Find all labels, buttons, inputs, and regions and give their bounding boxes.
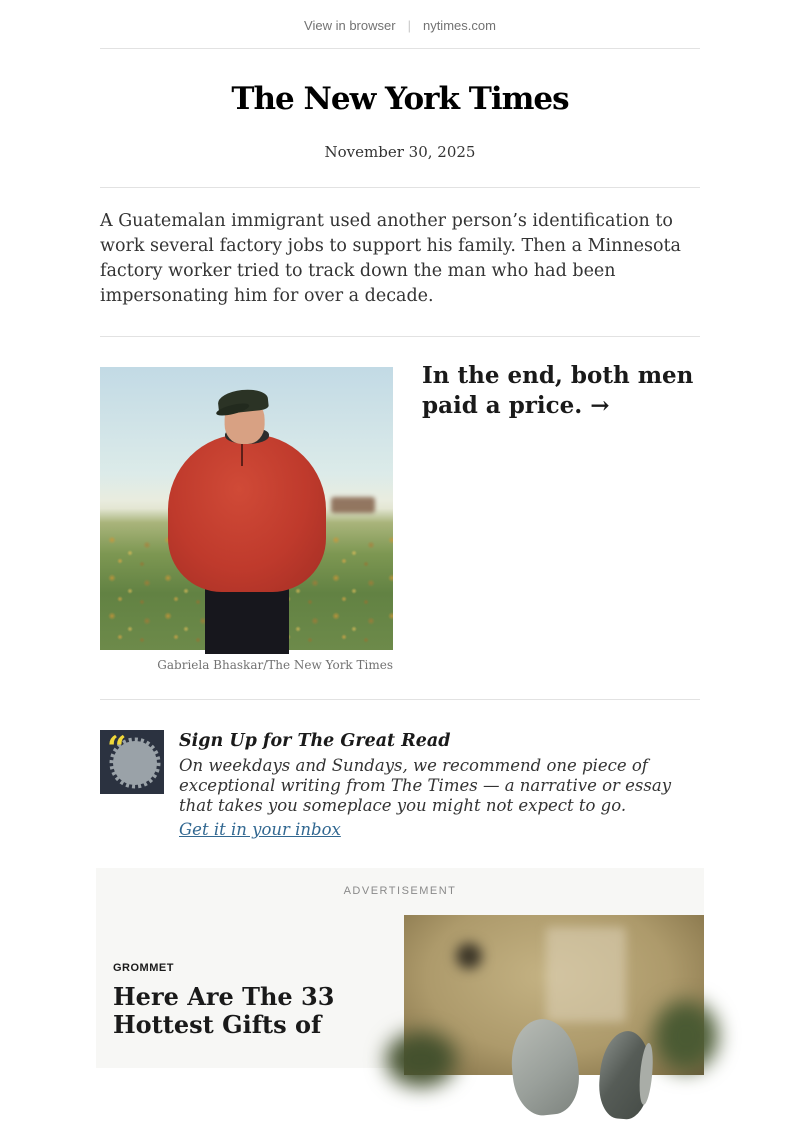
story-headline-link[interactable]: In the end, both men paid a price. →	[422, 362, 694, 419]
issue-date: November 30, 2025	[324, 143, 476, 161]
nyt-logo[interactable]: The New York Times	[231, 81, 569, 117]
divider	[100, 48, 700, 49]
story-photo[interactable]	[100, 367, 393, 650]
advertisement-text	[96, 915, 404, 1075]
headphone-earcup-left	[507, 1016, 583, 1118]
divider	[100, 699, 700, 700]
background-barn	[331, 497, 375, 513]
divider	[100, 187, 700, 188]
ad-headline-line2: Hottest Gifts of	[113, 1010, 322, 1039]
story-figure	[100, 367, 393, 672]
intro-paragraph: A Guatemalan immigrant used another person’s identification to work several factory jobs to support his family. Then a Minnesota factory worker tried to track down the man who had been impersonating him for over a decade.	[100, 211, 681, 306]
view-in-browser-link[interactable]: View in browser	[304, 18, 396, 33]
ad-headline-line1: Here Are The 33	[113, 982, 335, 1011]
advertisement-block	[96, 868, 704, 1068]
blurred-plant-right	[654, 1001, 718, 1071]
ad-brand-name: GROMMET	[113, 962, 174, 974]
svg-text:“: “	[107, 729, 127, 769]
blurred-wall-object	[456, 943, 482, 969]
blurred-plant-left	[386, 1032, 456, 1087]
great-read-quote-badge-icon[interactable]	[100, 730, 164, 794]
man-pants	[205, 582, 289, 654]
ad-headline-link[interactable]	[113, 983, 404, 1039]
divider	[100, 336, 700, 337]
signup-title: Sign Up for The Great Read	[179, 731, 451, 751]
ad-product-image[interactable]	[404, 915, 704, 1075]
headphone-earcup-right	[596, 1029, 653, 1121]
newsletter-signup-block	[100, 730, 700, 839]
advertisement-body	[96, 915, 704, 1075]
photo-caption: Gabriela Bhaskar/The New York Times	[157, 658, 393, 672]
quote-badge-graphic	[100, 730, 164, 794]
advertisement-label: ADVERTISEMENT	[343, 885, 457, 897]
signup-text	[179, 730, 700, 839]
signup-cta-link[interactable]: Get it in your inbox	[179, 820, 341, 839]
email-topbar	[0, 0, 800, 33]
topbar-separator: |	[407, 18, 411, 33]
man-red-pullover	[168, 434, 326, 592]
email-content	[100, 48, 700, 839]
signup-description: On weekdays and Sundays, we recommend one piece of exceptional writing from The Times — a narrative or essay that takes you someplace you might not expect to go.	[179, 756, 672, 815]
story-block	[100, 362, 700, 672]
nytimes-com-link[interactable]: nytimes.com	[422, 18, 496, 33]
blurred-picture-frame	[546, 927, 626, 1022]
